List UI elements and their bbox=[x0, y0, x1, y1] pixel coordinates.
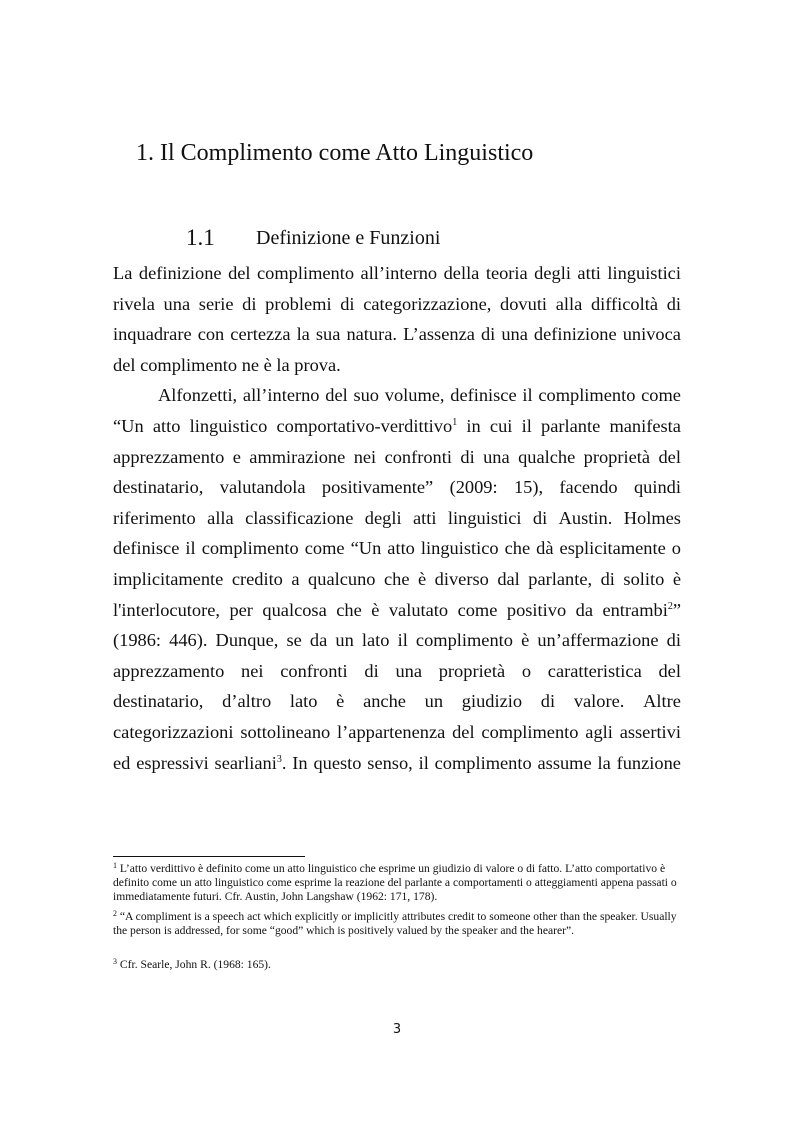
footnote-separator bbox=[113, 856, 305, 857]
body-line bbox=[113, 625, 681, 655]
word: una bbox=[501, 324, 528, 344]
word: dal bbox=[497, 569, 520, 589]
word: un bbox=[335, 630, 354, 650]
word: confronti bbox=[280, 661, 348, 681]
word: del bbox=[325, 385, 348, 405]
word: nei bbox=[241, 661, 264, 681]
word: linguistico bbox=[189, 416, 268, 436]
word: categorizzazioni bbox=[113, 722, 234, 742]
word: definizione bbox=[533, 324, 617, 344]
word: cui bbox=[489, 416, 513, 436]
chapter-title: 1. Il Complimento come Atto Linguistico bbox=[136, 140, 534, 166]
word: il bbox=[397, 630, 408, 650]
word: di bbox=[242, 294, 257, 314]
word: alla bbox=[207, 508, 234, 528]
body-line bbox=[113, 319, 681, 349]
word: di bbox=[540, 691, 556, 711]
body-line bbox=[113, 472, 681, 502]
word: dà bbox=[536, 538, 554, 558]
body-line bbox=[158, 380, 681, 410]
word: il bbox=[185, 538, 196, 558]
word: entrambi$^2$” bbox=[602, 600, 681, 620]
word: il bbox=[521, 416, 532, 436]
word: una bbox=[163, 294, 191, 314]
word: del complimento ne è la prova. bbox=[113, 355, 341, 375]
body-line bbox=[113, 656, 681, 686]
word: volume, bbox=[384, 385, 445, 405]
word: categorizzazione, bbox=[363, 294, 492, 314]
word: rivela bbox=[113, 294, 155, 314]
word: da bbox=[575, 600, 593, 620]
section-number: 1.1 bbox=[186, 225, 215, 250]
word: linguistici bbox=[607, 263, 681, 283]
word: serie bbox=[198, 294, 234, 314]
word: “Un bbox=[113, 416, 144, 436]
word: un bbox=[424, 691, 444, 711]
word: definizione bbox=[138, 263, 222, 283]
word: natura. bbox=[346, 324, 398, 344]
word: atto bbox=[152, 416, 181, 436]
word: esplicitamente bbox=[559, 538, 666, 558]
section-title: Definizione e Funzioni bbox=[256, 227, 441, 249]
word: manifesta bbox=[609, 416, 681, 436]
word: una bbox=[483, 447, 510, 467]
word: atto bbox=[387, 538, 415, 558]
word: certezza bbox=[230, 324, 291, 344]
word: positivo bbox=[506, 600, 567, 620]
word: Dunque, bbox=[215, 630, 279, 650]
word: Alfonzetti, bbox=[158, 385, 238, 405]
word: all’interno bbox=[360, 263, 438, 283]
word: l'interlocutore, bbox=[113, 600, 220, 620]
footnote-number: 1 bbox=[113, 861, 117, 870]
word: senso, bbox=[367, 753, 413, 773]
word: atti bbox=[413, 508, 437, 528]
word: qualche bbox=[518, 447, 576, 467]
word: riferimento bbox=[113, 508, 196, 528]
word: di bbox=[666, 294, 681, 314]
word: linguistico bbox=[420, 538, 499, 558]
word: valutato bbox=[388, 600, 449, 620]
word: problemi bbox=[265, 294, 332, 314]
word: di bbox=[480, 324, 496, 344]
word: a bbox=[291, 569, 300, 589]
word: atti bbox=[577, 263, 601, 283]
body-line bbox=[113, 289, 681, 319]
body-line bbox=[113, 503, 681, 533]
word: se bbox=[286, 630, 302, 650]
word: La bbox=[113, 263, 133, 283]
word: il bbox=[418, 753, 429, 773]
word: di bbox=[364, 661, 379, 681]
word: come bbox=[457, 600, 498, 620]
word: sottolineano bbox=[240, 722, 331, 742]
word: destinatario, bbox=[113, 691, 204, 711]
word: con bbox=[197, 324, 225, 344]
word: caratteristica bbox=[547, 661, 642, 681]
word: inquadrare bbox=[113, 324, 192, 344]
word: diverso bbox=[434, 569, 489, 589]
word: apprezzamento bbox=[113, 447, 225, 467]
word: anche bbox=[363, 691, 406, 711]
word: agli bbox=[585, 722, 613, 742]
word: che bbox=[336, 600, 362, 620]
word: è bbox=[418, 569, 427, 589]
word: linguistici bbox=[447, 508, 522, 528]
word: dovuti bbox=[500, 294, 548, 314]
body-line bbox=[113, 686, 681, 716]
word: “Un bbox=[350, 538, 382, 558]
word: ammirazione bbox=[249, 447, 346, 467]
word: Altre bbox=[643, 691, 681, 711]
word: credito bbox=[231, 569, 283, 589]
word: Austin. bbox=[558, 508, 613, 528]
word: l’appartenenza bbox=[337, 722, 446, 742]
word: e bbox=[232, 447, 241, 467]
word: che bbox=[504, 538, 531, 558]
word: complimento bbox=[201, 538, 299, 558]
word: del bbox=[658, 661, 681, 681]
word: ed bbox=[113, 753, 131, 773]
word: di bbox=[460, 447, 475, 467]
word: parlante bbox=[541, 416, 601, 436]
word: lato bbox=[361, 630, 390, 650]
word: della bbox=[443, 263, 480, 283]
word: teoria bbox=[485, 263, 528, 283]
word: di bbox=[666, 630, 681, 650]
word: destinatario, bbox=[113, 477, 204, 497]
word: nei bbox=[353, 447, 377, 467]
word: per bbox=[229, 600, 253, 620]
word: proprietà bbox=[583, 447, 651, 467]
word: complimento bbox=[257, 263, 355, 283]
word: apprezzamento bbox=[113, 661, 225, 681]
word: valutandola bbox=[219, 477, 306, 497]
word: positivamente” bbox=[321, 477, 434, 497]
word: qualcosa bbox=[262, 600, 327, 620]
word: è bbox=[371, 600, 380, 620]
word: valore. bbox=[573, 691, 625, 711]
word: funzione bbox=[616, 753, 681, 773]
body-line bbox=[113, 748, 681, 778]
word: che bbox=[383, 569, 410, 589]
word: come bbox=[641, 385, 681, 405]
word: una bbox=[395, 661, 422, 681]
body-line bbox=[113, 350, 681, 380]
word: è bbox=[672, 569, 681, 589]
word: suo bbox=[353, 385, 380, 405]
word: L’assenza bbox=[403, 324, 475, 344]
footnote-marker: 2 bbox=[667, 601, 673, 612]
word: lato bbox=[289, 691, 318, 711]
word: (1986: bbox=[113, 630, 162, 650]
footnote-number: 3 bbox=[113, 957, 117, 966]
word: (2009: bbox=[449, 477, 498, 497]
footnote-3 bbox=[113, 958, 683, 972]
footnote-marker: 3 bbox=[276, 754, 282, 765]
body-line bbox=[113, 564, 681, 594]
word: assume bbox=[537, 753, 592, 773]
word: sua bbox=[315, 324, 341, 344]
word: classificazione bbox=[245, 508, 354, 528]
word: complimento bbox=[481, 722, 579, 742]
word: implicitamente bbox=[113, 569, 224, 589]
word: complimento bbox=[415, 630, 513, 650]
footnote-text: L’atto verdittivo è definito come un atto linguistico che esprime un giudizio di valore o di fatto. L’atto comportativo è definito come un atto linguistico come esprime la reazione del parlante a comportamenti o atteggiamenti appena passati o immediatamente futuri. Cfr. Austin, John Langshaw (1962: 171, 178). bbox=[113, 862, 677, 903]
word: è bbox=[336, 691, 345, 711]
word: degli bbox=[534, 263, 571, 283]
word: 446). bbox=[169, 630, 208, 650]
footnote-marker: 1 bbox=[452, 417, 458, 428]
word: searliani$^3$. bbox=[214, 753, 287, 773]
word: definisce bbox=[113, 538, 180, 558]
word: solito bbox=[623, 569, 665, 589]
word: di bbox=[532, 508, 548, 528]
word: alla bbox=[555, 294, 583, 314]
word: un’affermazione bbox=[537, 630, 659, 650]
word: confronti bbox=[384, 447, 452, 467]
word: complimento bbox=[434, 753, 532, 773]
body-line bbox=[113, 595, 681, 625]
footnote-text: “A compliment is a speech act which explicitly or implicitly attributes credit to someone other than the speaker. Usually the person is addressed, for some “good” which is positively valued by the speaker and the hearer”. bbox=[113, 910, 677, 937]
word: proprietà bbox=[438, 661, 506, 681]
footnote-1 bbox=[113, 862, 683, 904]
body-line bbox=[113, 717, 681, 747]
word: come bbox=[304, 538, 345, 558]
word: o bbox=[521, 661, 532, 681]
word: la bbox=[296, 324, 310, 344]
footnote-number: 2 bbox=[113, 909, 117, 918]
word: parlante, bbox=[528, 569, 593, 589]
word: univoca bbox=[622, 324, 681, 344]
word: definisce bbox=[450, 385, 517, 405]
word: di bbox=[600, 569, 615, 589]
body-line bbox=[113, 442, 681, 472]
word: quindi bbox=[633, 477, 681, 497]
word: espressivi bbox=[136, 753, 209, 773]
word: Holmes bbox=[623, 508, 681, 528]
word: del bbox=[658, 447, 681, 467]
word: qualcuno bbox=[308, 569, 376, 589]
word: giudizio bbox=[461, 691, 523, 711]
footnote-2 bbox=[113, 910, 683, 938]
word: complimento bbox=[538, 385, 636, 405]
word: in bbox=[466, 416, 481, 436]
word: d’altro bbox=[222, 691, 272, 711]
word: comportativo-verdittivo$^1$ bbox=[276, 416, 458, 436]
word: questo bbox=[313, 753, 362, 773]
body-line bbox=[113, 533, 681, 563]
word: o bbox=[671, 538, 681, 558]
word: il bbox=[522, 385, 533, 405]
word: assertivi bbox=[619, 722, 681, 742]
footnote-text: Cfr. Searle, John R. (1968: 165). bbox=[119, 958, 271, 971]
page-number: 3 bbox=[392, 1022, 402, 1037]
word: difficoltà bbox=[590, 294, 659, 314]
body-line bbox=[113, 411, 681, 441]
word: del bbox=[452, 722, 475, 742]
word: è bbox=[521, 630, 530, 650]
word: degli bbox=[364, 508, 402, 528]
word: 15), bbox=[513, 477, 544, 497]
word: da bbox=[309, 630, 328, 650]
word: di bbox=[340, 294, 355, 314]
word: del bbox=[228, 263, 251, 283]
word: all’interno bbox=[242, 385, 320, 405]
word: facendo bbox=[559, 477, 618, 497]
word: In bbox=[292, 753, 308, 773]
body-line bbox=[113, 258, 681, 288]
word: la bbox=[597, 753, 611, 773]
